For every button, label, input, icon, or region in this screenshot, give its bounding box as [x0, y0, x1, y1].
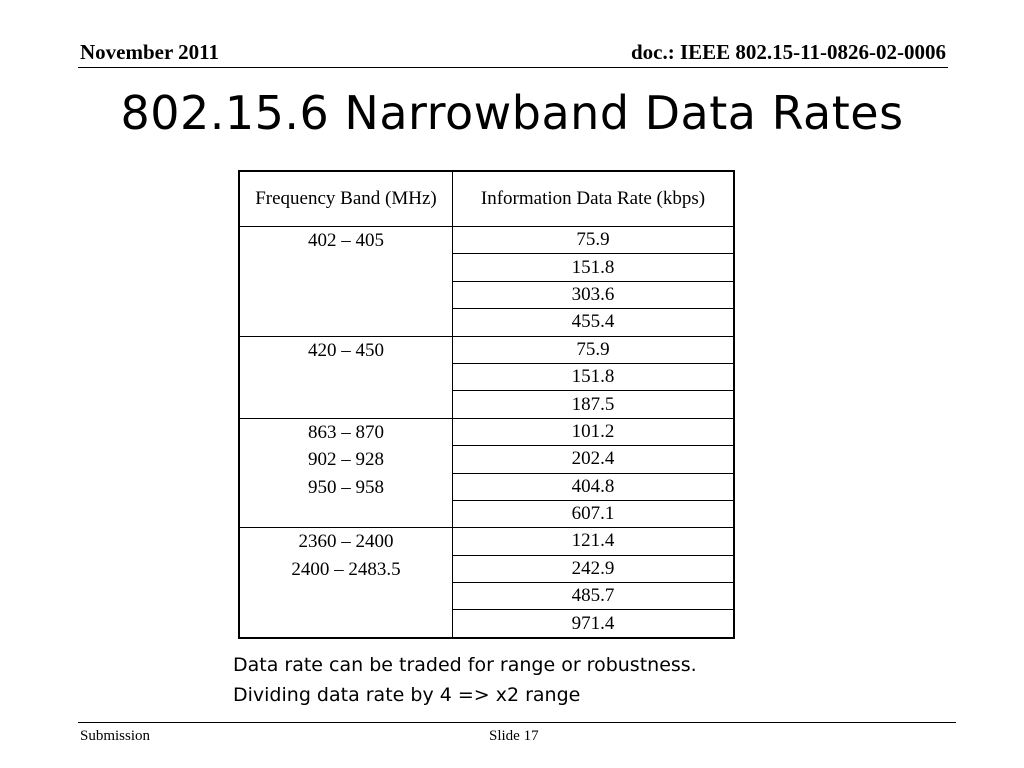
frequency-band-cell: [239, 528, 453, 638]
data-rate-cell: 202.4: [453, 446, 735, 473]
frequency-band-cell: [239, 227, 453, 337]
data-rate-cell: 151.8: [453, 363, 735, 390]
data-rate-table: [238, 170, 735, 639]
data-rate-cell: 455.4: [453, 309, 735, 336]
data-rate-cell: 187.5: [453, 391, 735, 418]
header-date: November 2011: [80, 40, 220, 64]
data-rate-cell: 242.9: [453, 555, 735, 582]
header-doc-id: doc.: IEEE 802.15-11-0826-02-0006: [631, 40, 946, 64]
frequency-band-value: 863 – 870: [308, 421, 384, 443]
data-rate-cell: 607.1: [453, 500, 735, 527]
table-header-row: [239, 171, 734, 227]
data-rate-cell: 101.2: [453, 418, 735, 445]
footer-divider: [78, 722, 956, 723]
data-rate-cell: 485.7: [453, 583, 735, 610]
column-header-data-rate: Information Data Rate (kbps): [453, 171, 735, 227]
data-rate-cell: 404.8: [453, 473, 735, 500]
data-rate-cell: 75.9: [453, 227, 735, 254]
frequency-band-value: 2400 – 2483.5: [291, 558, 401, 580]
frequency-band-cell: [239, 336, 453, 418]
footer-submission: Submission: [80, 728, 151, 744]
column-header-frequency-band: Frequency Band (MHz): [239, 171, 453, 227]
frequency-band-value: 420 – 450: [308, 339, 384, 361]
table-row: [239, 336, 734, 363]
header-divider: [78, 67, 948, 68]
note-line: Data rate can be traded for range or robustness.: [233, 654, 697, 676]
data-rate-cell: 303.6: [453, 281, 735, 308]
table-body: [239, 227, 734, 638]
data-rate-cell: 121.4: [453, 528, 735, 555]
note-line: Dividing data rate by 4 => x2 range: [233, 684, 581, 706]
data-rate-cell: 971.4: [453, 610, 735, 638]
table-row: [239, 528, 734, 555]
frequency-band-value: 402 – 405: [308, 230, 384, 251]
frequency-band-value: 950 – 958: [308, 476, 384, 498]
data-rate-cell: 75.9: [453, 336, 735, 363]
frequency-band-value: 902 – 928: [308, 449, 384, 471]
frequency-band-cell: [239, 418, 453, 528]
frequency-band-value: 2360 – 2400: [298, 531, 394, 553]
table-row: [239, 418, 734, 445]
data-rate-cell: 151.8: [453, 254, 735, 281]
table-row: [239, 227, 734, 254]
footer-slide-number: Slide 17: [489, 728, 539, 744]
slide-title: 802.15.6 Narrowband Data Rates: [120, 86, 904, 140]
notes: [233, 650, 697, 710]
